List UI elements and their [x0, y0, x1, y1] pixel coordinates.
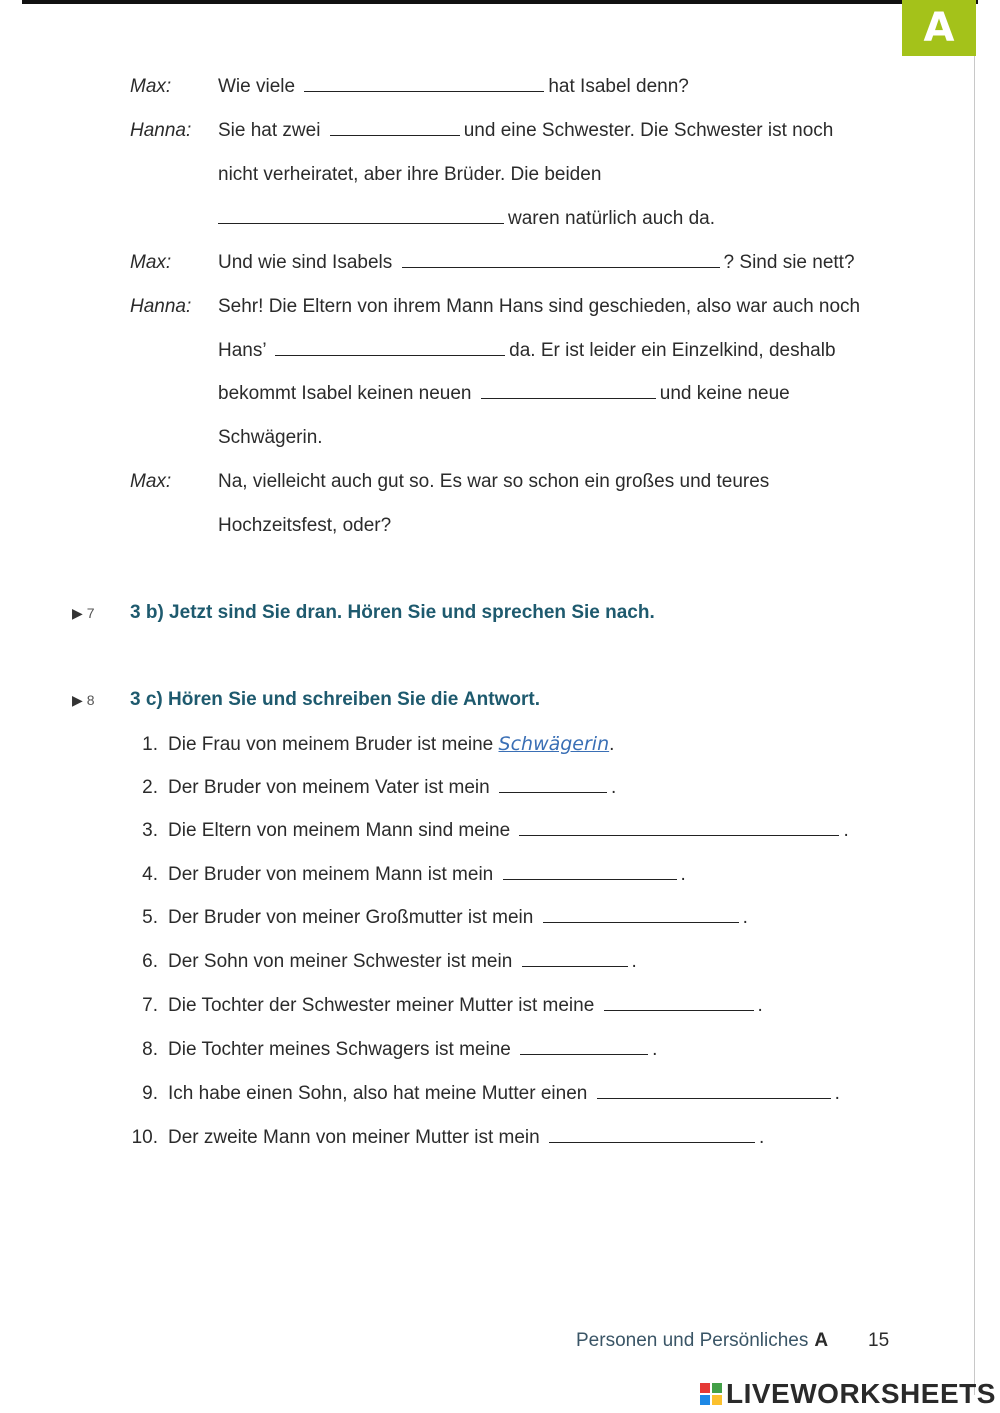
- dialogue-line: Na, vielleicht auch gut so. Es war so schon ein großes und teures: [218, 471, 770, 492]
- blank-field[interactable]: [330, 121, 460, 136]
- line-text: da. Er ist leider ein Einzelkind, deshalb: [509, 340, 836, 361]
- section-heading-b: 3 b) Jetzt sind Sie dran. Hören Sie und sprechen Sie nach.: [130, 602, 655, 623]
- dialogue-line: [218, 340, 836, 362]
- line-text: Und wie sind Isabels: [218, 252, 398, 273]
- dialogue-line: [218, 252, 855, 274]
- line-text: und keine neue: [659, 383, 790, 404]
- item-text: Der Sohn von meiner Schwester ist mein: [168, 951, 518, 972]
- item-end: .: [757, 995, 763, 1016]
- list-item: [130, 820, 870, 842]
- answer-field[interactable]: [520, 1040, 648, 1055]
- line-text: Sie hat zwei: [218, 120, 326, 141]
- dialogue-line: Schwägerin.: [218, 427, 323, 448]
- line-text: bekommt Isabel keinen neuen: [218, 383, 477, 404]
- item-number: 6.: [142, 951, 158, 972]
- item-number: 1.: [142, 734, 158, 755]
- list-item: [130, 995, 870, 1017]
- item-number: 10.: [131, 1127, 158, 1148]
- list-item: [130, 951, 870, 973]
- answer-field[interactable]: Schwägerin: [498, 733, 610, 755]
- dialogue-line: [218, 120, 833, 142]
- speaker-label: Max:: [130, 252, 172, 273]
- item-text: Ich habe einen Sohn, also hat meine Mutter einen: [168, 1083, 593, 1104]
- answer-field[interactable]: [499, 778, 607, 793]
- item-end: .: [680, 864, 686, 885]
- audio-track-c[interactable]: [72, 692, 95, 709]
- list-item: [130, 1083, 870, 1105]
- item-text: Die Eltern von meinem Mann sind meine: [168, 820, 516, 841]
- dialogue-line: [218, 76, 689, 98]
- blank-field[interactable]: [304, 77, 544, 92]
- speaker-label: Hanna:: [130, 120, 192, 141]
- footer-text: Personen und Persönliches: [576, 1330, 809, 1351]
- answer-field[interactable]: [597, 1084, 831, 1099]
- blank-field[interactable]: [481, 384, 656, 399]
- blank-field[interactable]: [402, 253, 720, 268]
- dialogue-line: [218, 208, 715, 230]
- list-item: [130, 1127, 870, 1149]
- line-text: Hans’: [218, 340, 272, 361]
- answer-field[interactable]: [522, 952, 628, 967]
- list-item: [130, 777, 870, 799]
- item-end: .: [758, 1127, 765, 1148]
- item-text: Der zweite Mann von meiner Mutter ist mein: [168, 1127, 545, 1148]
- item-end: .: [843, 820, 849, 841]
- item-number: 7.: [142, 995, 158, 1016]
- list-item: [130, 733, 870, 756]
- item-end: .: [742, 907, 748, 928]
- item-text: Die Frau von meinem Bruder ist meine: [168, 734, 499, 755]
- item-end: .: [652, 1039, 658, 1060]
- answer-field[interactable]: [604, 996, 754, 1011]
- watermark-text: LIVEWORKSHEETS: [726, 1378, 996, 1409]
- dialogue-line: [218, 383, 790, 405]
- item-number: 8.: [142, 1039, 158, 1060]
- list-item: [130, 1039, 870, 1061]
- item-text: Die Tochter der Schwester meiner Mutter ist meine: [168, 995, 600, 1016]
- dialogue-line: nicht verheiratet, aber ihre Brüder. Die beiden: [218, 164, 602, 185]
- chapter-tab: A: [902, 0, 976, 56]
- line-text: hat Isabel denn?: [548, 76, 689, 97]
- list-item: [130, 907, 870, 929]
- item-number: 5.: [142, 907, 158, 928]
- play-icon: ▶: [72, 692, 83, 708]
- audio-track-b[interactable]: [72, 605, 95, 622]
- item-text: Der Bruder von meiner Großmutter ist mein: [168, 907, 539, 928]
- line-text: Wie viele: [218, 76, 301, 97]
- item-number: 4.: [142, 864, 158, 885]
- page-edge: [974, 55, 975, 1395]
- track-number: 7: [86, 605, 95, 621]
- item-end: .: [609, 734, 615, 755]
- answer-field[interactable]: [543, 908, 739, 923]
- answer-field[interactable]: [519, 821, 839, 836]
- liveworksheets-watermark: [700, 1378, 996, 1410]
- line-text: und eine Schwester. Die Schwester ist noch: [463, 120, 834, 141]
- footer-letter: A: [814, 1330, 829, 1351]
- blank-field[interactable]: [275, 341, 505, 356]
- item-text: Die Tochter meines Schwagers ist meine: [168, 1039, 517, 1060]
- answer-field[interactable]: [503, 865, 677, 880]
- page-footer: [576, 1330, 828, 1352]
- speaker-label: Hanna:: [130, 296, 192, 317]
- item-number: 9.: [142, 1083, 158, 1104]
- dialogue-line: Hochzeitsfest, oder?: [218, 515, 392, 536]
- speaker-label: Max:: [130, 76, 172, 97]
- item-end: .: [631, 951, 637, 972]
- item-number: 3.: [142, 820, 158, 841]
- item-end: .: [834, 1083, 840, 1104]
- dialogue-line: Sehr! Die Eltern von ihrem Mann Hans sind geschieden, also war auch noch: [218, 296, 861, 317]
- page-number: 15: [868, 1330, 890, 1351]
- blank-field[interactable]: [218, 209, 504, 224]
- list-item: [130, 864, 870, 886]
- logo-icon: [700, 1383, 722, 1405]
- item-number: 2.: [142, 777, 158, 798]
- top-rule: [22, 0, 978, 4]
- line-text: ? Sind sie nett?: [723, 252, 855, 273]
- speaker-label: Max:: [130, 471, 172, 492]
- item-text: Der Bruder von meinem Vater ist mein: [168, 777, 495, 798]
- item-text: Der Bruder von meinem Mann ist mein: [168, 864, 499, 885]
- item-end: .: [611, 777, 617, 798]
- track-number: 8: [86, 692, 95, 708]
- answer-field[interactable]: [549, 1128, 755, 1143]
- section-heading-c: 3 c) Hören Sie und schreiben Sie die Antwort.: [130, 689, 540, 710]
- play-icon: ▶: [72, 605, 83, 621]
- line-text: waren natürlich auch da.: [508, 208, 716, 229]
